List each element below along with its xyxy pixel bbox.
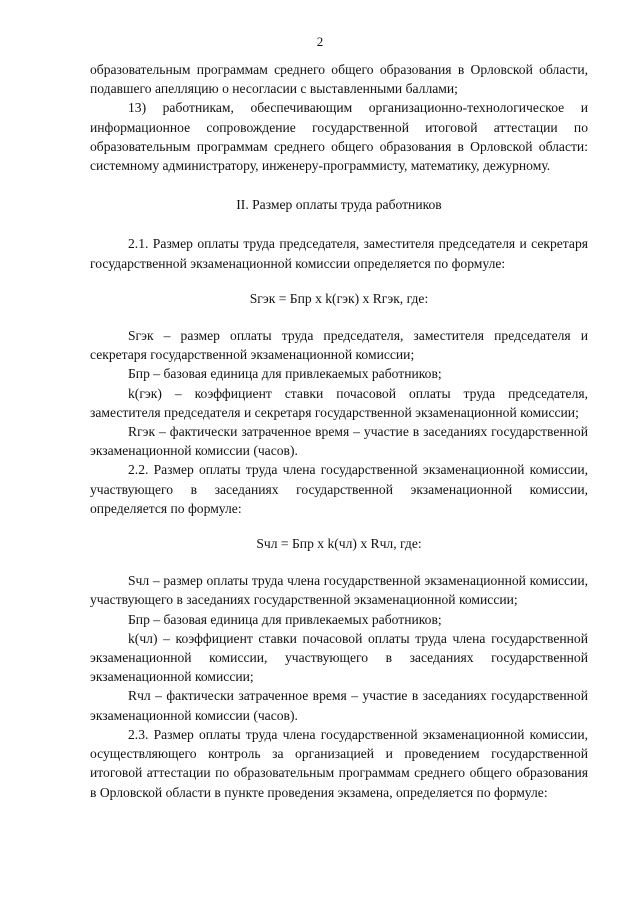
- definition-bpr-2: Бпр – базовая единица для привлекаемых работников;: [128, 611, 442, 627]
- definition-kchl: k(чл) – коэффициент ставки почасовой оплаты труда члена государственной экзаменационной комиссии, участвующего в заседаниях государственной экзаменационной комиссии;: [90, 630, 588, 685]
- definition-sgek: Sгэк – размер оплаты труда председателя, заместителя председателя и секретаря государственной экзаменационной комиссии;: [90, 328, 588, 363]
- page-number: 2: [316, 34, 324, 49]
- definition-rchl: Rчл – фактически затраченное время – участие в заседаниях государственной экзаменационной комиссии (часов).: [90, 688, 588, 723]
- document-body: [90, 60, 588, 802]
- paragraph-item-13: 13) работникам, обеспечивающим организационно-технологическое и информационное сопровождение государственной итоговой аттестации по образовательным программам среднего общего образования в Орловской области: системному администратору, инженеру-программисту, математику, дежурному.: [90, 100, 588, 174]
- definition-kgek: k(гэк) – коэффициент ставки почасовой оплаты труда председателя, заместителя председателя и секретаря государственной экзаменационной комиссии;: [90, 385, 588, 420]
- paragraph-2-2: 2.2. Размер оплаты труда члена государственной экзаменационной комиссии, участвующего в заседаниях государственной экзаменационной комиссии, определяется по формуле:: [90, 462, 588, 516]
- definition-schl: Sчл – размер оплаты труда члена государственной экзаменационной комиссии, участвующего в заседаниях государственной экзаменационной комиссии;: [90, 573, 588, 608]
- paragraph-2-1: 2.1. Размер оплаты труда председателя, заместителя председателя и секретаря государственной экзаменационной комиссии определяется по формуле:: [90, 236, 588, 271]
- definition-rgek: Rгэк – фактически затраченное время – участие в заседаниях государственной экзаменационной комиссии (часов).: [90, 424, 588, 459]
- paragraph-continuation: образовательным программам среднего общего образования в Орловской области, подавшего апелляцию о несогласии с выставленными баллами;: [90, 62, 588, 97]
- section-heading: II. Размер оплаты труда работников: [236, 197, 442, 213]
- formula-sgek: Sгэк = Бпр х k(гэк) х Rгэк, где:: [249, 290, 429, 306]
- definition-bpr: Бпр – базовая единица для привлекаемых работников;: [128, 366, 442, 382]
- formula-schl: Sчл = Бпр х k(чл) х Rчл, где:: [256, 536, 422, 552]
- paragraph-2-3: 2.3. Размер оплаты труда члена государственной экзаменационной комиссии, осуществляющего контроль за организацией и проведением государственной итоговой аттестации по образовательным программам среднего общего образования в Орловской области в пункте проведения экзамена, определяется по формуле:: [90, 726, 588, 800]
